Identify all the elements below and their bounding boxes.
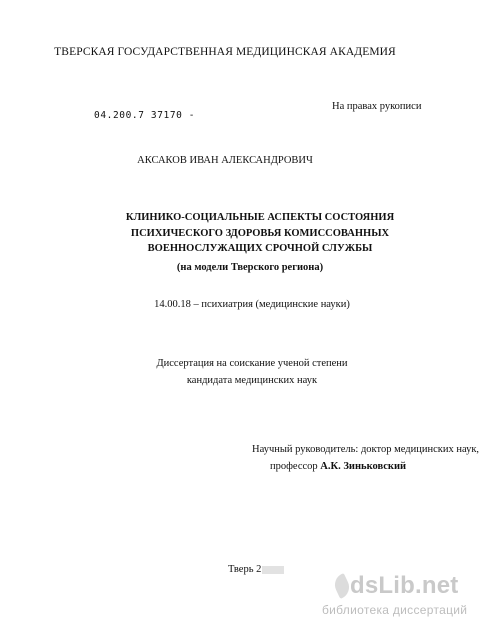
archive-stamp: 04.200.7 37170 - [94,110,196,121]
degree-line-1: Диссертация на соискание ученой степени [156,358,348,369]
watermark-logo[interactable]: dsLib.net [350,572,459,599]
supervisor-line-1: Научный руководитель: доктор медицинских наук, [252,444,480,455]
title-line-3: ВОЕННОСЛУЖАЩИХ СРОЧНОЙ СЛУЖБЫ [147,243,373,254]
academy-heading: ТВЕРСКАЯ ГОСУДАРСТВЕННАЯ МЕДИЦИНСКАЯ АКАДЕМИЯ [54,46,396,58]
supervisor-title: профессор [270,461,318,472]
supervisor-line-2 [270,461,406,472]
degree-statement [0,355,504,389]
supervisor-name: А.К. Зиньковский [320,461,407,472]
title-line-1: КЛИНИКО-СОЦИАЛЬНЫЕ АСПЕКТЫ СОСТОЯНИЯ [125,212,395,223]
title-line-2: ПСИХИЧЕСКОГО ЗДОРОВЬЯ КОМИССОВАННЫХ [130,227,390,239]
dissertation-title [110,210,410,257]
watermark-tagline: библиотека диссертаций [322,603,468,617]
author-name: АКСАКОВ ИВАН АЛЕКСАНДРОВИЧ [137,155,313,166]
city-year [228,564,284,575]
degree-line-2: кандидата медицинских наук [186,375,318,386]
obscured-year [262,566,284,574]
dissertation-subtitle: (на модели Тверского региона) [176,262,324,273]
city-label: Тверь 2 [228,564,262,575]
rights-note: На правах рукописи [332,101,422,112]
specialty-code: 14.00.18 – психиатрия (медицинские науки) [154,299,350,310]
